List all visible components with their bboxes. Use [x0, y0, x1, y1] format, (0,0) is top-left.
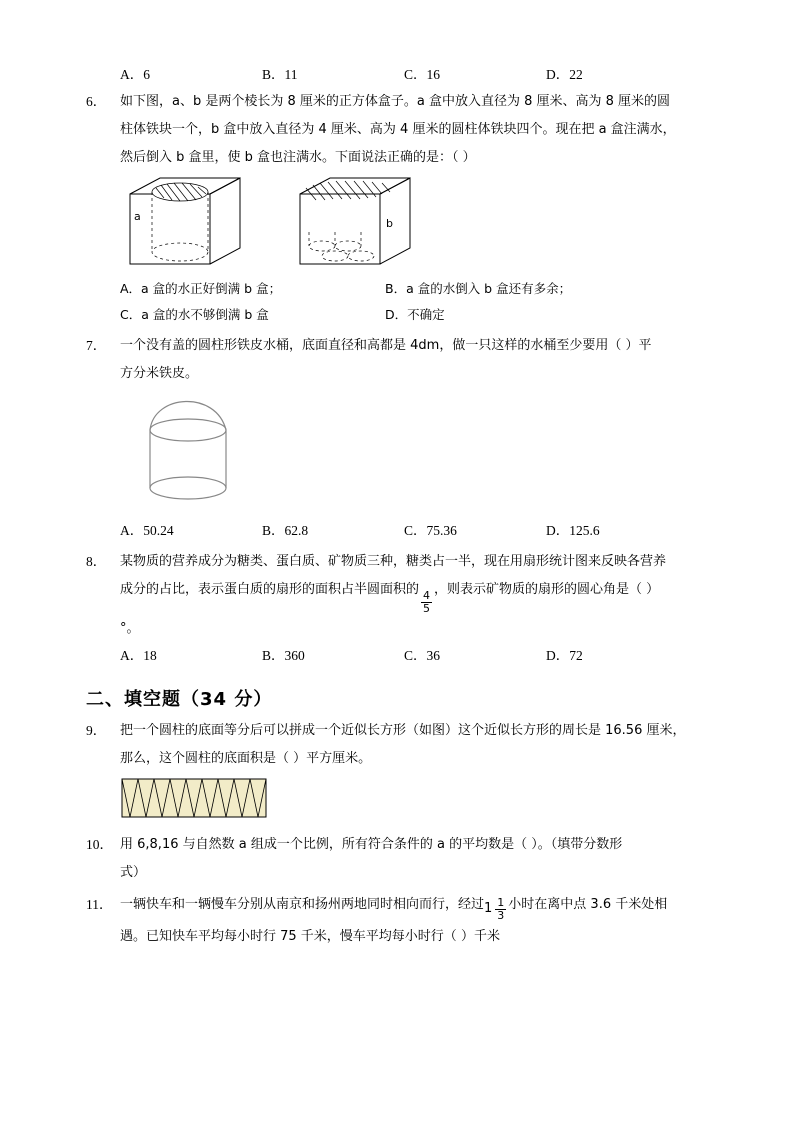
q5-options-row: [120, 62, 710, 88]
q6-number: 6．: [86, 94, 107, 109]
question-10: [86, 831, 710, 887]
bucket-diagram: [120, 388, 320, 516]
q8-line-2-part-a: 成分的占比，表示蛋白质的扇形的面积占半圆面积的: [120, 582, 420, 597]
q8-option-c: C．36: [404, 648, 441, 663]
q11-line-1: [120, 891, 710, 923]
q6-line-1: 如下图，a、b 是两个棱长为 8 厘米的正方体盒子。a 盒中放入直径为 8 厘米、高为 8 厘米的圆: [120, 94, 671, 109]
q11-mixed-fraction: [495, 897, 506, 922]
q8-fraction: [421, 590, 432, 615]
q9-figure: [120, 775, 710, 827]
question-11: [86, 891, 710, 951]
q6-figure: [120, 172, 710, 276]
q8-line-2: [120, 576, 710, 615]
q6-options-row-2: [120, 302, 710, 328]
q5-option-a: A．6: [120, 67, 150, 82]
q10-line-1: 用 6,8,16 与自然数 a 组成一个比例，所有符合条件的 a 的平均数是（ ）。（填带分数形: [120, 837, 623, 852]
q7-line-1: 一个没有盖的圆柱形铁皮水桶，底面直径和高都是 4dm，做一只这样的水桶至少要用（ ）平: [120, 338, 652, 353]
q9-number: 9．: [86, 723, 107, 738]
q6-line-3: 然后倒入 b 盒里，使 b 盒也注满水。下面说法正确的是：（ ）: [120, 150, 476, 165]
q7-options-row: [120, 518, 710, 544]
page-content: [86, 62, 710, 955]
q9-line-2: 那么，这个圆柱的底面积是（ ）平方厘米。: [120, 751, 372, 766]
q7-option-b: B．62.8: [262, 523, 309, 538]
q11-mixed-denominator: 3: [497, 908, 505, 922]
q7-option-a: A．50.24: [120, 523, 174, 538]
q8-option-b: B．360: [262, 648, 305, 663]
question-9: [86, 717, 710, 827]
q8-fraction-denominator: 5: [423, 602, 431, 615]
section-2-title: 二、填空题（34 分）: [86, 689, 273, 710]
q11-mixed-number: [484, 895, 508, 923]
q6-option-a: A．a 盒的水正好倒满 b 盒；: [120, 281, 282, 296]
question-8: [86, 548, 710, 669]
q8-line-2-part-b: ，则表示矿物质的扇形的圆心角是（ ）: [434, 582, 660, 597]
q8-fraction-numerator: 4: [423, 589, 431, 602]
q8-options-row: [120, 643, 710, 669]
q11-line-2: 遇。已知快车平均每小时行 75 千米，慢车平均每小时行（ ）千米: [120, 929, 500, 944]
q5-option-d: D．22: [546, 67, 583, 82]
q8-line-1: 某物质的营养成分为糖类、蛋白质、矿物质三种，糖类占一半，现在用扇形统计图来反映各营养: [120, 554, 667, 569]
cube-b-label: b: [386, 217, 393, 230]
q11-number: 11．: [86, 897, 113, 912]
q7-option-c: C．75.36: [404, 523, 457, 538]
q8-number: 8．: [86, 554, 107, 569]
cylinder-base-rectangle-diagram: [120, 775, 270, 821]
cube-a-label: a: [134, 210, 141, 223]
q5-option-b: B．11: [262, 67, 298, 82]
q7-figure: [120, 388, 710, 518]
q11-mixed-whole: 1: [484, 901, 493, 916]
question-6: [86, 88, 710, 328]
q11-line-1-part-b: 小时在离中点 3.6 千米处相: [508, 897, 668, 912]
q6-line-2: 柱体铁块一个，b 盒中放入直径为 4 厘米、高为 4 厘米的圆柱体铁块四个。现在把 a 盒注满水，: [120, 122, 676, 137]
q6-option-d: D．不确定: [385, 307, 445, 322]
q6-option-b: B．a 盒的水倒入 b 盒还有多余；: [385, 281, 572, 296]
q7-number: 7．: [86, 338, 107, 353]
q10-number: 10．: [86, 837, 113, 852]
question-7: [86, 332, 710, 544]
q7-option-d: D．125.6: [546, 523, 600, 538]
q8-line-3: °。: [120, 621, 140, 636]
q9-line-1: 把一个圆柱的底面等分后可以拼成一个近似长方形（如图）这个近似长方形的周长是 16.56 厘米，: [120, 723, 686, 738]
q6-options-row-1: [120, 276, 710, 302]
cube-boxes-diagram: [120, 172, 460, 276]
q5-option-c: C．16: [404, 67, 441, 82]
q11-line-1-part-a: 一辆快车和一辆慢车分别从南京和扬州两地同时相向而行，经过: [120, 897, 485, 912]
q8-option-a: A．18: [120, 648, 157, 663]
q11-mixed-numerator: 1: [497, 895, 505, 909]
q10-line-2: 式）: [120, 865, 147, 880]
q8-option-d: D．72: [546, 648, 583, 663]
q7-line-2: 方分米铁皮。: [120, 366, 199, 381]
q6-option-c: C．a 盒的水不够倒满 b 盒: [120, 307, 269, 322]
